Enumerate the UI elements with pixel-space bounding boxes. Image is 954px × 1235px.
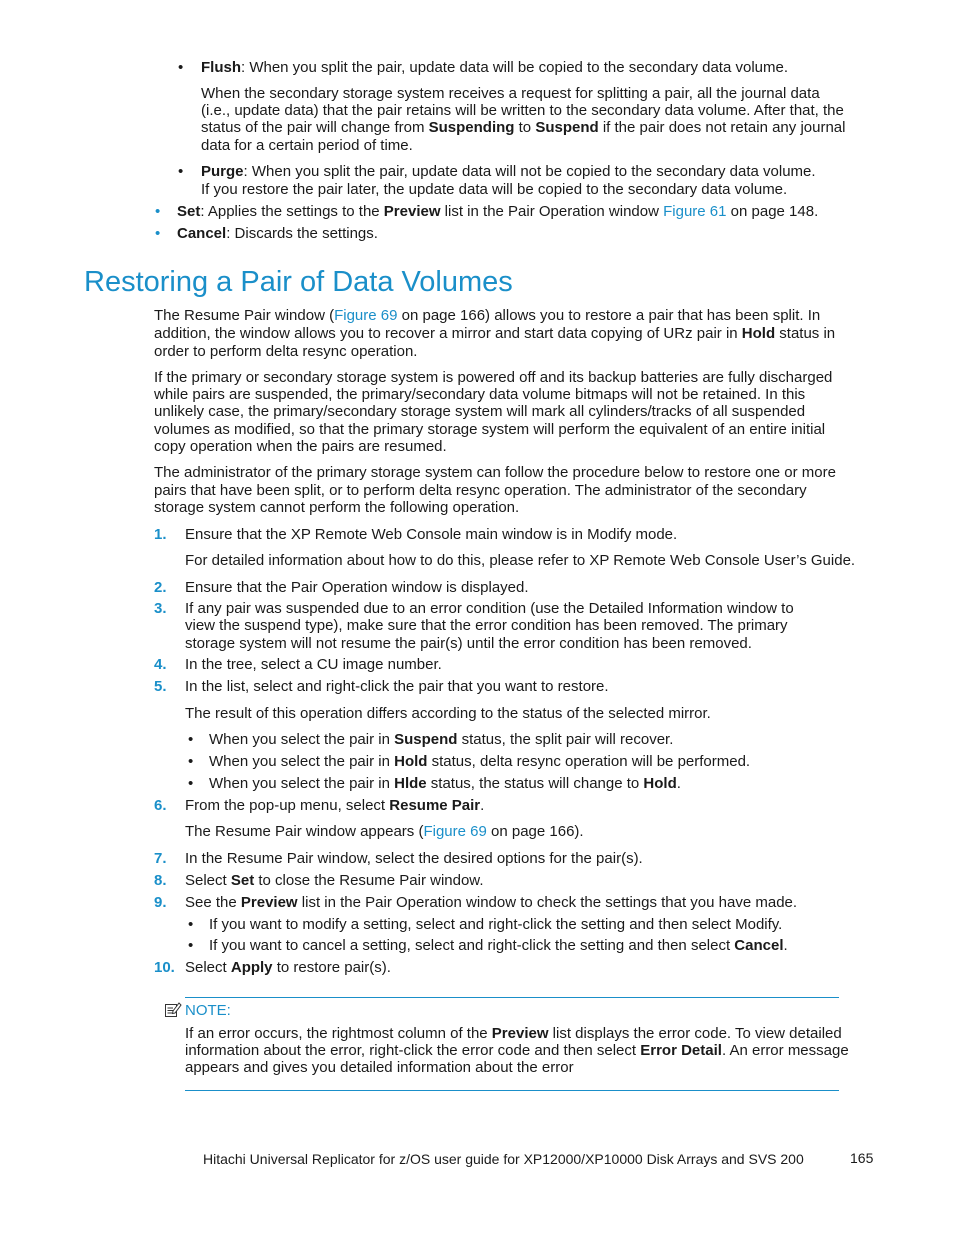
flush-text: : When you split the pair, update data will be copied to the secondary data volume. xyxy=(241,59,789,76)
flush-para-line: (i.e., update data) that the pair retains will be written to the secondary data volume. After that, the xyxy=(201,102,844,119)
text: on page 148. xyxy=(726,203,819,220)
step-text: In the list, select and right-click the pair that you want to restore. xyxy=(185,678,609,695)
bullet: • xyxy=(178,59,184,76)
step-number: 5. xyxy=(154,678,167,695)
step-number: 2. xyxy=(154,579,167,596)
text: The Resume Pair window ( xyxy=(154,307,335,324)
purge-term: Purge xyxy=(201,163,244,180)
para-line: while pairs are suspended, the primary/secondary data volume bitmaps will not be retained. In this xyxy=(154,386,806,403)
note-label: NOTE: xyxy=(185,1002,231,1019)
text: . xyxy=(783,937,788,954)
note-line xyxy=(185,1042,849,1060)
para-line: storage system cannot perform the following operation. xyxy=(154,499,520,516)
text: See the xyxy=(185,894,241,911)
note-bottom-rule xyxy=(185,1090,839,1091)
text: to restore pair(s). xyxy=(272,959,391,976)
sub-bullet-text xyxy=(209,753,750,771)
note-line xyxy=(185,1025,842,1043)
cancel-item xyxy=(177,225,378,243)
text: list in the Pair Operation window to check the settings that you have made. xyxy=(297,894,798,911)
text: If an error occurs, the rightmost column of the xyxy=(185,1025,492,1042)
text: Select xyxy=(185,872,231,889)
text: status in xyxy=(775,325,836,342)
purge-line: If you restore the pair later, the update data will be copied to the secondary data volume. xyxy=(201,181,788,198)
step-number: 7. xyxy=(154,850,167,867)
cancel-term: Cancel xyxy=(177,225,227,242)
text: The Resume Pair window appears ( xyxy=(185,823,424,840)
text: status, the status will change to xyxy=(426,775,644,792)
flush-para-line xyxy=(201,119,845,137)
step-number: 10. xyxy=(154,959,175,976)
text: When you select the pair in xyxy=(209,753,395,770)
bullet: • xyxy=(155,225,161,242)
preview-term: Preview xyxy=(491,1025,549,1042)
text: : Discards the settings. xyxy=(226,225,378,242)
step-text: storage system will not resume the pair(s) until the error condition has been removed. xyxy=(185,635,752,652)
para-line: The administrator of the primary storage system can follow the procedure below to restore one or more xyxy=(154,464,836,481)
button-term: Cancel xyxy=(734,937,784,954)
text: list displays the error code. To view detailed xyxy=(548,1025,842,1042)
text: on page 166) allows you to restore a pair that has been split. In xyxy=(397,307,821,324)
figure-link[interactable]: Figure 69 xyxy=(334,307,398,324)
status-term: Suspending xyxy=(428,119,515,136)
text: Select xyxy=(185,959,231,976)
text: information about the error, right-click the error code and then select xyxy=(185,1042,641,1059)
status-term: Hold xyxy=(394,753,428,770)
status-term: Suspend xyxy=(535,119,599,136)
section-title: Restoring a Pair of Data Volumes xyxy=(84,266,513,298)
button-term: Apply xyxy=(230,959,273,976)
step-subtext xyxy=(185,823,584,841)
text: status, the split pair will recover. xyxy=(457,731,674,748)
button-term: Set xyxy=(230,872,255,889)
step-text xyxy=(185,894,797,912)
bullet: • xyxy=(188,775,194,792)
note-top-rule xyxy=(185,997,839,998)
step-number: 9. xyxy=(154,894,167,911)
preview-term: Preview xyxy=(383,203,441,220)
step-number: 6. xyxy=(154,797,167,814)
footer-title: Hitachi Universal Replicator for z/OS user guide for XP12000/XP10000 Disk Arrays and SVS 200 xyxy=(203,1151,804,1167)
text: to xyxy=(514,119,536,136)
step-number: 3. xyxy=(154,600,167,617)
text: status of the pair will change from xyxy=(201,119,429,136)
status-term: Hlde xyxy=(394,775,427,792)
menu-term: Resume Pair xyxy=(389,797,481,814)
menu-term: Error Detail xyxy=(640,1042,722,1059)
step-subtext: For detailed information about how to do this, please refer to XP Remote Web Console User’s Guide. xyxy=(185,552,856,569)
step-text: Ensure that the Pair Operation window is displayed. xyxy=(185,579,529,596)
para-line: order to perform delta resync operation. xyxy=(154,343,418,360)
para-line xyxy=(154,325,835,343)
step-subtext: The result of this operation differs according to the status of the selected mirror. xyxy=(185,705,711,722)
sub-bullet-text xyxy=(209,775,681,793)
figure-link[interactable]: Figure 61 xyxy=(663,203,727,220)
text: . An error message xyxy=(721,1042,849,1059)
step-text: In the tree, select a CU image number. xyxy=(185,656,442,673)
step-number: 1. xyxy=(154,526,167,543)
para-line xyxy=(154,307,820,325)
bullet: • xyxy=(188,753,194,770)
para-line: If the primary or secondary storage system is powered off and its backup batteries are fully discharged xyxy=(154,369,833,386)
status-term: Hold xyxy=(643,775,677,792)
bullet: • xyxy=(188,916,194,933)
bullet: • xyxy=(188,937,194,954)
para-line: volumes as modified, so that the primary storage system will perform the equivalent of an entire initial xyxy=(154,421,826,438)
status-term: Suspend xyxy=(394,731,458,748)
text: list in the Pair Operation window xyxy=(440,203,664,220)
para-line: copy operation when the pairs are resumed. xyxy=(154,438,447,455)
step-text xyxy=(185,872,483,890)
text: if the pair does not retain any journal xyxy=(598,119,846,136)
page-number: 165 xyxy=(850,1150,874,1166)
step-text xyxy=(185,797,484,815)
status-term: Hold xyxy=(741,325,776,342)
text: addition, the window allows you to recover a mirror and start data copying of URz pair in xyxy=(154,325,742,342)
preview-term: Preview xyxy=(240,894,298,911)
sub-bullet-text xyxy=(209,937,788,955)
step-text: Ensure that the XP Remote Web Console main window is in Modify mode. xyxy=(185,526,678,543)
text: When you select the pair in xyxy=(209,731,395,748)
text: If you want to cancel a setting, select and right-click the setting and then select xyxy=(209,937,735,954)
purge-text: : When you split the pair, update data will not be copied to the secondary data volume. xyxy=(243,163,816,180)
flush-para-line: When the secondary storage system receives a request for splitting a pair, all the journal data xyxy=(201,85,820,102)
note-line: appears and gives you detailed information about the error xyxy=(185,1059,574,1076)
text: . xyxy=(480,797,485,814)
text: When you select the pair in xyxy=(209,775,395,792)
text: on page 166). xyxy=(486,823,584,840)
bullet: • xyxy=(188,731,194,748)
step-text: view the suspend type), make sure that the error condition has been removed. The primary xyxy=(185,617,788,634)
figure-link[interactable]: Figure 69 xyxy=(423,823,487,840)
step-number: 8. xyxy=(154,872,167,889)
step-text: If any pair was suspended due to an error condition (use the Detailed Information window to xyxy=(185,600,794,617)
text: to close the Resume Pair window. xyxy=(254,872,484,889)
flush-term: Flush xyxy=(201,59,241,76)
text: From the pop-up menu, select xyxy=(185,797,390,814)
purge-item xyxy=(201,163,816,181)
para-line: unlikely case, the primary/secondary storage system will mark all cylinders/tracks of all suspended xyxy=(154,403,806,420)
bullet: • xyxy=(178,163,184,180)
step-number: 4. xyxy=(154,656,167,673)
note-pencil-icon xyxy=(164,1001,182,1019)
bullet: • xyxy=(155,203,161,220)
para-line: pairs that have been split, or to perform delta resync operation. The administrator of the secondary xyxy=(154,482,807,499)
sub-bullet-text: If you want to modify a setting, select and right-click the setting and then select Modify. xyxy=(209,916,783,933)
text: . xyxy=(676,775,681,792)
text: status, delta resync operation will be performed. xyxy=(427,753,751,770)
flush-item xyxy=(201,59,788,77)
step-text xyxy=(185,959,391,977)
step-text: In the Resume Pair window, select the desired options for the pair(s). xyxy=(185,850,643,867)
text: : Applies the settings to the xyxy=(200,203,384,220)
set-term: Set xyxy=(177,203,201,220)
set-item xyxy=(177,203,818,221)
flush-para-line: data for a certain period of time. xyxy=(201,137,413,154)
sub-bullet-text xyxy=(209,731,673,749)
